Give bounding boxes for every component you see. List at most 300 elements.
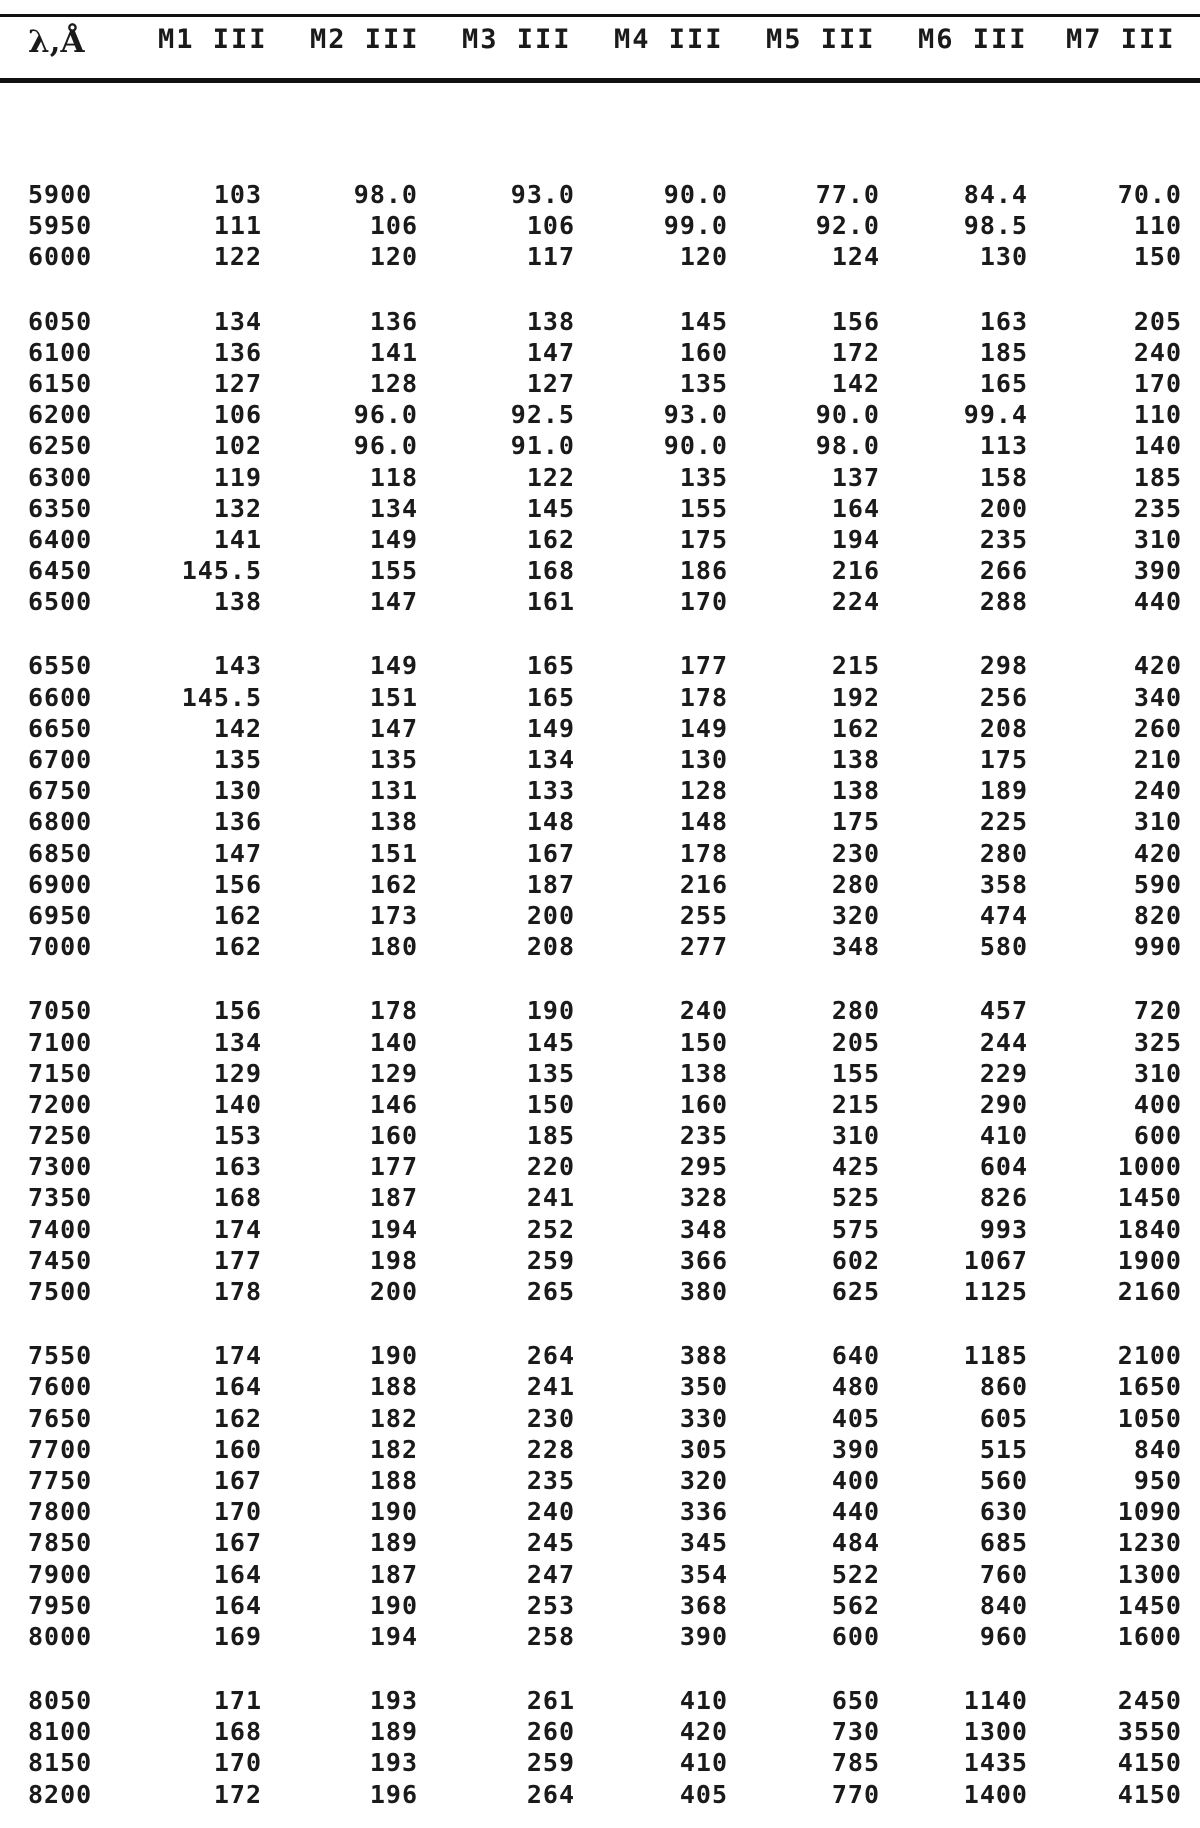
value-cell-m6: 288 [979,587,1028,617]
value-cell-m6: 163 [979,306,1028,336]
value-cell-m7: 1050 [1117,1403,1182,1433]
value-cell-m1: 143 [213,651,262,681]
value-cell-m1: 132 [213,493,262,523]
value-cell-m1: 147 [213,838,262,868]
wavelength-cell: 6650 [28,713,93,743]
value-cell-m4: 305 [679,1434,728,1464]
table-row [0,714,1200,745]
value-cell-m2: 188 [369,1465,418,1495]
wavelength-cell: 8200 [28,1779,93,1809]
value-cell-m3: 165 [526,651,575,681]
value-cell-m3: 260 [526,1717,575,1747]
value-cell-m6: 1400 [963,1779,1028,1809]
value-cell-m1: 178 [213,1277,262,1306]
value-cell-m6: 1140 [963,1686,1028,1716]
value-cell-m3: 92.5 [510,400,575,430]
value-cell-m5: 90.0 [815,400,880,430]
value-cell-m1: 106 [213,400,262,430]
wavelength-cell: 6750 [28,776,93,806]
table-row [0,870,1200,901]
table-row [0,1466,1200,1497]
wavelength-cell: 6900 [28,869,93,899]
table-row [0,338,1200,369]
value-cell-m3: 240 [526,1497,575,1527]
table-row [0,463,1200,494]
value-cell-m6: 860 [979,1372,1028,1402]
value-cell-m7: 140 [1133,431,1182,461]
value-cell-m4: 368 [679,1590,728,1620]
wavelength-cell: 7900 [28,1559,93,1589]
table-row [0,242,1200,273]
value-cell-m2: 189 [369,1717,418,1747]
wavelength-cell: 5950 [28,211,93,241]
table-row [0,1059,1200,1090]
value-cell-m5: 175 [831,807,880,837]
value-cell-m4: 138 [679,1058,728,1088]
value-cell-m1: 129 [213,1058,262,1088]
value-cell-m7: 150 [1133,242,1182,272]
value-cell-m2: 178 [369,996,418,1026]
value-cell-m6: 229 [979,1058,1028,1088]
value-cell-m6: 200 [979,493,1028,523]
value-cell-m2: 134 [369,493,418,523]
table-row [0,745,1200,776]
value-cell-m3: 258 [526,1621,575,1651]
value-cell-m6: 760 [979,1559,1028,1589]
value-cell-m2: 182 [369,1434,418,1464]
value-cell-m3: 145 [526,493,575,523]
value-cell-m2: 196 [369,1779,418,1809]
value-cell-m5: 730 [831,1717,880,1747]
value-cell-m6: 1435 [963,1748,1028,1778]
wavelength-cell: 7600 [28,1372,93,1402]
wavelength-cell: 6450 [28,556,93,586]
wavelength-cell: 7500 [28,1277,93,1306]
table-header [0,24,1200,70]
value-cell-m1: 130 [213,776,262,806]
top-rule [0,14,1200,17]
value-cell-m5: 230 [831,838,880,868]
value-cell-m2: 182 [369,1403,418,1433]
value-cell-m3: 161 [526,587,575,617]
value-cell-m2: 131 [369,776,418,806]
value-cell-m1: 102 [213,431,262,461]
wavelength-cell: 6050 [28,306,93,336]
value-cell-m6: 84.4 [963,180,1028,209]
value-cell-m7: 2450 [1117,1686,1182,1716]
value-cell-m3: 247 [526,1559,575,1589]
value-cell-m7: 2100 [1117,1341,1182,1371]
table-row [0,1560,1200,1591]
value-cell-m2: 120 [369,242,418,272]
value-cell-m5: 640 [831,1341,880,1371]
value-cell-m7: 70.0 [1117,180,1182,209]
value-cell-m1: 111 [213,211,262,241]
value-cell-m2: 189 [369,1528,418,1558]
value-cell-m5: 280 [831,869,880,899]
value-cell-m3: 135 [526,1058,575,1088]
value-cell-m2: 190 [369,1341,418,1371]
value-cell-m1: 162 [213,1403,262,1433]
value-cell-m2: 147 [369,713,418,743]
value-cell-m7: 310 [1133,1058,1182,1088]
value-cell-m5: 484 [831,1528,880,1558]
value-cell-m6: 244 [979,1027,1028,1057]
value-cell-m1: 136 [213,807,262,837]
value-cell-m2: 147 [369,587,418,617]
value-cell-m6: 98.5 [963,211,1028,241]
value-cell-m5: 216 [831,556,880,586]
table-row [0,1341,1200,1372]
wavelength-cell: 5900 [28,180,93,209]
value-cell-m4: 410 [679,1686,728,1716]
wavelength-cell: 6350 [28,493,93,523]
value-cell-m6: 235 [979,524,1028,554]
wavelength-cell: 7150 [28,1058,93,1088]
value-cell-m6: 130 [979,242,1028,272]
value-cell-m4: 330 [679,1403,728,1433]
wavelength-cell: 7300 [28,1152,93,1182]
value-cell-m5: 310 [831,1121,880,1151]
wavelength-cell: 7100 [28,1027,93,1057]
value-cell-m1: 171 [213,1686,262,1716]
value-cell-m5: 525 [831,1183,880,1213]
value-cell-m6: 280 [979,838,1028,868]
wavelength-cell: 6400 [28,524,93,554]
value-cell-m2: 138 [369,807,418,837]
value-cell-m1: 170 [213,1748,262,1778]
wavelength-cell: 7450 [28,1245,93,1275]
value-cell-m5: 164 [831,493,880,523]
wavelength-cell: 7350 [28,1183,93,1213]
wavelength-cell: 6200 [28,400,93,430]
table-row [0,651,1200,682]
value-cell-m5: 320 [831,900,880,930]
value-cell-m2: 106 [369,211,418,241]
value-cell-m1: 177 [213,1245,262,1275]
value-cell-m7: 3550 [1117,1717,1182,1747]
value-cell-m4: 336 [679,1497,728,1527]
value-cell-m1: 134 [213,306,262,336]
table-row [0,1246,1200,1277]
value-cell-m4: 320 [679,1465,728,1495]
table-row [0,431,1200,462]
value-cell-m3: 133 [526,776,575,806]
value-cell-m4: 90.0 [663,180,728,209]
wavelength-cell: 6700 [28,745,93,774]
wavelength-cell: 7700 [28,1434,93,1464]
value-cell-m4: 235 [679,1121,728,1151]
value-cell-m1: 140 [213,1089,262,1119]
value-cell-m7: 340 [1133,682,1182,712]
value-cell-m2: 151 [369,682,418,712]
header-rule [0,78,1200,83]
value-cell-m6: 225 [979,807,1028,837]
value-cell-m1: 160 [213,1434,262,1464]
value-cell-m6: 960 [979,1621,1028,1651]
value-cell-m4: 178 [679,682,728,712]
wavelength-cell: 6000 [28,242,93,272]
value-cell-m2: 140 [369,1027,418,1057]
value-cell-m1: 169 [213,1621,262,1651]
value-cell-m4: 149 [679,713,728,743]
value-cell-m3: 252 [526,1214,575,1244]
value-cell-m5: 600 [831,1621,880,1651]
value-cell-m5: 192 [831,682,880,712]
table-row [0,211,1200,242]
value-cell-m5: 425 [831,1152,880,1182]
value-cell-m6: 185 [979,337,1028,367]
value-cell-m6: 826 [979,1183,1028,1213]
value-cell-m7: 1000 [1117,1152,1182,1182]
value-cell-m4: 178 [679,838,728,868]
wavelength-cell: 7050 [28,996,93,1026]
table-row [0,369,1200,400]
value-cell-m5: 562 [831,1590,880,1620]
value-cell-m5: 138 [831,776,880,806]
value-cell-m1: 172 [213,1779,262,1809]
value-cell-m5: 215 [831,651,880,681]
value-cell-m7: 840 [1133,1434,1182,1464]
wavelength-cell: 6800 [28,807,93,837]
value-cell-m2: 194 [369,1621,418,1651]
value-cell-m3: 168 [526,556,575,586]
table-row [0,683,1200,714]
value-cell-m3: 264 [526,1779,575,1809]
value-cell-m4: 328 [679,1183,728,1213]
value-cell-m7: 260 [1133,713,1182,743]
value-cell-m2: 180 [369,932,418,962]
value-cell-m2: 177 [369,1152,418,1182]
table-row [0,400,1200,431]
value-cell-m4: 186 [679,556,728,586]
value-cell-m7: 170 [1133,368,1182,398]
value-cell-m5: 770 [831,1779,880,1809]
value-cell-m4: 175 [679,524,728,554]
value-cell-m2: 190 [369,1497,418,1527]
table-row [0,1090,1200,1121]
value-cell-m3: 122 [526,462,575,492]
wavelength-cell: 6500 [28,587,93,617]
value-cell-m2: 198 [369,1245,418,1275]
value-cell-m5: 785 [831,1748,880,1778]
value-cell-m6: 208 [979,713,1028,743]
value-cell-m7: 325 [1133,1027,1182,1057]
value-cell-m2: 151 [369,838,418,868]
value-cell-m1: 164 [213,1559,262,1589]
value-cell-m5: 390 [831,1434,880,1464]
value-cell-m6: 266 [979,556,1028,586]
value-cell-m3: 228 [526,1434,575,1464]
table-row [0,1121,1200,1152]
wavelength-cell: 6250 [28,431,93,461]
value-cell-m6: 840 [979,1590,1028,1620]
value-cell-m1: 153 [213,1121,262,1151]
value-cell-m4: 170 [679,587,728,617]
value-cell-m7: 420 [1133,838,1182,868]
value-cell-m3: 93.0 [510,180,575,209]
table-row [0,776,1200,807]
value-cell-m7: 2160 [1117,1277,1182,1306]
value-cell-m5: 224 [831,587,880,617]
value-cell-m1: 136 [213,337,262,367]
value-cell-m2: 96.0 [353,400,418,430]
value-cell-m3: 220 [526,1152,575,1182]
value-cell-m4: 93.0 [663,400,728,430]
value-cell-m3: 200 [526,900,575,930]
value-cell-m4: 135 [679,462,728,492]
value-cell-m4: 366 [679,1245,728,1275]
wavelength-cell: 7200 [28,1089,93,1119]
value-cell-m6: 1300 [963,1717,1028,1747]
value-cell-m3: 187 [526,869,575,899]
value-cell-m7: 820 [1133,900,1182,930]
table-row [0,901,1200,932]
value-cell-m4: 405 [679,1779,728,1809]
value-cell-m3: 106 [526,211,575,241]
wavelength-cell: 7550 [28,1341,93,1371]
value-cell-m6: 1125 [963,1277,1028,1306]
value-cell-m3: 117 [526,242,575,272]
table-row [0,932,1200,963]
value-cell-m1: 167 [213,1465,262,1495]
table-row [0,1435,1200,1466]
wavelength-cell: 6850 [28,838,93,868]
value-cell-m1: 170 [213,1497,262,1527]
value-cell-m1: 122 [213,242,262,272]
value-cell-m6: 605 [979,1403,1028,1433]
value-cell-m3: 167 [526,838,575,868]
value-cell-m5: 480 [831,1372,880,1402]
table-row [0,1152,1200,1183]
table-row [0,1372,1200,1403]
value-cell-m2: 187 [369,1183,418,1213]
value-cell-m7: 110 [1133,211,1182,241]
value-cell-m7: 1600 [1117,1621,1182,1651]
wavelength-cell: 7650 [28,1403,93,1433]
table-body [0,180,1200,1811]
table-row [0,1591,1200,1622]
value-cell-m1: 138 [213,587,262,617]
value-cell-m4: 255 [679,900,728,930]
value-cell-m5: 405 [831,1403,880,1433]
value-cell-m2: 129 [369,1058,418,1088]
value-cell-m4: 350 [679,1372,728,1402]
value-cell-m2: 128 [369,368,418,398]
value-cell-m6: 515 [979,1434,1028,1464]
value-cell-m7: 240 [1133,776,1182,806]
value-cell-m3: 138 [526,306,575,336]
value-cell-m3: 165 [526,682,575,712]
value-cell-m3: 150 [526,1089,575,1119]
value-cell-m6: 358 [979,869,1028,899]
value-cell-m4: 135 [679,368,728,398]
wavelength-cell: 6100 [28,337,93,367]
value-cell-m2: 98.0 [353,180,418,209]
value-cell-m3: 185 [526,1121,575,1151]
value-cell-m2: 190 [369,1590,418,1620]
value-cell-m3: 148 [526,807,575,837]
value-cell-m2: 193 [369,1686,418,1716]
table-row [0,1028,1200,1059]
value-cell-m5: 137 [831,462,880,492]
value-cell-m1: 163 [213,1152,262,1182]
value-cell-m7: 4150 [1117,1748,1182,1778]
value-cell-m6: 630 [979,1497,1028,1527]
value-cell-m1: 119 [213,462,262,492]
wavelength-cell: 7750 [28,1465,93,1495]
value-cell-m5: 348 [831,932,880,962]
value-cell-m2: 136 [369,306,418,336]
value-cell-m3: 241 [526,1372,575,1402]
value-cell-m7: 390 [1133,556,1182,586]
value-cell-m7: 420 [1133,651,1182,681]
value-cell-m4: 155 [679,493,728,523]
wavelength-cell: 7850 [28,1528,93,1558]
value-cell-m5: 92.0 [815,211,880,241]
value-cell-m2: 118 [369,462,418,492]
wavelength-cell: 8050 [28,1686,93,1716]
value-cell-m6: 158 [979,462,1028,492]
value-cell-m6: 1067 [963,1245,1028,1275]
value-cell-m2: 188 [369,1372,418,1402]
value-cell-m3: 190 [526,996,575,1026]
value-cell-m5: 98.0 [815,431,880,461]
value-cell-m5: 522 [831,1559,880,1589]
value-cell-m7: 185 [1133,462,1182,492]
value-cell-m5: 280 [831,996,880,1026]
value-cell-m7: 240 [1133,337,1182,367]
value-cell-m7: 205 [1133,306,1182,336]
value-cell-m6: 685 [979,1528,1028,1558]
value-cell-m7: 950 [1133,1465,1182,1495]
value-cell-m4: 90.0 [663,431,728,461]
wavelength-cell: 7250 [28,1121,93,1151]
wavelength-cell: 7950 [28,1590,93,1620]
wavelength-cell: 6300 [28,462,93,492]
value-cell-m1: 142 [213,713,262,743]
value-cell-m6: 604 [979,1152,1028,1182]
value-cell-m2: 146 [369,1089,418,1119]
value-cell-m3: 264 [526,1341,575,1371]
value-cell-m4: 390 [679,1621,728,1651]
value-cell-m5: 650 [831,1686,880,1716]
table-row [0,839,1200,870]
value-cell-m2: 200 [369,1277,418,1306]
value-cell-m4: 216 [679,869,728,899]
header-wavelength: λ,Å [28,24,85,60]
value-cell-m7: 600 [1133,1121,1182,1151]
value-cell-m4: 177 [679,651,728,681]
wavelength-cell: 6150 [28,368,93,398]
value-cell-m5: 142 [831,368,880,398]
value-cell-m6: 175 [979,745,1028,774]
value-cell-m4: 240 [679,996,728,1026]
value-cell-m4: 277 [679,932,728,962]
value-cell-m6: 189 [979,776,1028,806]
value-cell-m2: 96.0 [353,431,418,461]
value-cell-m4: 295 [679,1152,728,1182]
value-cell-m1: 156 [213,869,262,899]
value-cell-m6: 560 [979,1465,1028,1495]
value-cell-m4: 380 [679,1277,728,1306]
value-cell-m4: 99.0 [663,211,728,241]
value-cell-m4: 410 [679,1748,728,1778]
wavelength-cell: 8150 [28,1748,93,1778]
header-m3-iii: M3 III [462,24,572,55]
value-cell-m1: 162 [213,932,262,962]
header-m1-iii: M1 III [158,24,268,55]
